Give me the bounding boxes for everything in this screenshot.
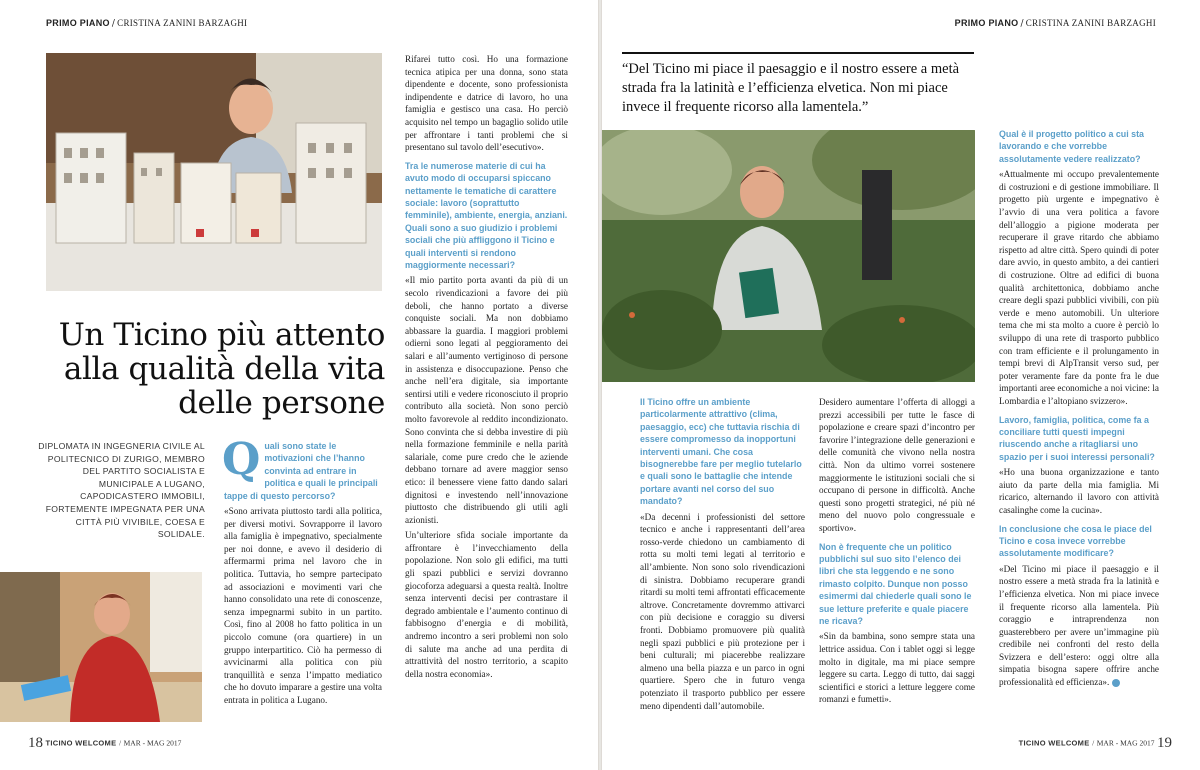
- answer-2-continued: Un’ulteriore sfida sociale importante da affrontare è l’invecchiamento della popolazione. Non solo gli edifici, ma tutti gli spazi pubblici e servizi dovranno giocoforza adeguarsi a questa realtà. Inoltre senza interventi decisi per contrastare il degrado ambientale e l’aumento continuo di fabbisogno d’energia e di mobilità, andremo incontro a seri problemi non solo di salute ma anche ad una perdita di attrattività del nostro territorio, a scapito della nostra economia».: [405, 530, 568, 679]
- answer-1-continued: Rifarei tutto così. Ho una formazione tecnica atipica per una donna, sono stata dipendente e docente, sono professionista indipendente e datrice di lavoro, ho una famiglia e gestisco una casa. Ho perciò acquisito nel tempo un bagaglio solido utile per affrontare i tanti problemi che si presentano sul tavolo dell’esecutivo».: [405, 54, 568, 153]
- issue-date-right: MAR - MAG 2017: [1096, 738, 1155, 748]
- question-4: Non è frequente che un politico pubblichi sul suo sito l’elenco dei libri che sta leggendo e ne sono rimasto colpito. Dunque non posso esimermi dal chiederle quali sono le sue letture preferite e quale piacere ne ricava?: [819, 541, 972, 626]
- answer-7: «Del Ticino mi piace il paesaggio e il nostro essere a metà strada fra la latinità e l’efficienza elvetica. Non mi piace invece il frequente ricorso alla lamentela. Più coraggio e intraprendenza non guasterebbero per avere un’immagine più credibile nei confronti del resto della Svizzera e dell’estero: oggi oltre alla simpatia bisogna sapere offrire anche professionalità ed efficienza».: [999, 563, 1159, 688]
- running-head-separator: /: [111, 19, 116, 29]
- answer-2: «Il mio partito porta avanti da più di un secolo rivendicazioni a favore dei più deboli, che hanno portato a diverse conquiste sociali. Ma non dobbiamo abbassare la guardia. I maggiori problemi odierni sono legati al peggioramento dei salari e all’aumento vertiginoso di persone in assistenza e disoccupazione. Penso che anche nell’era digitale, sia importante sentirsi utili e vedere riconosciuto il proprio contributo alla società. Non sono perciò molto favorevole al reddito incondizionato. Sono convinta che si debba investire di più nella formazione femminile e nella parità salariale, come pure credo che le aziende debbano tornare ad avere maggior senso etico: il benessere viene fatto dando salari dignitosi e investendo nell’innovazione piuttosto che distribuendo gli utili agli azionisti.: [405, 275, 568, 525]
- answer-5: «Attualmente mi occupo prevalentemente di costruzioni e di gestione immobiliare. Il progetto più urgente e impegnativo è l’avvio di una vera politica a favore dell’alloggio a pigione moderata per recuperare il grave ritardo che abbiamo rispetto ad altre città. Spero quindi di poter dare avvio, in questo ambito, a dei cantieri di costruzione. Oltre ad edifici di buona qualità architettonica, dobbiamo anche creare degli spazi pubblici vivibili, con più verde e meno automobili. Un ulteriore tema che mi sta molto a cuore è perciò lo sviluppo di una rete di trasporto pubblico con tram efficiente e il prolungamento in tempi brevi di AlpTransit verso sud, per poter veramente fare da ponte fra le due importanti aree economiche a noi vicine: la Lombardia e l’altopiano svizzero».: [999, 169, 1159, 406]
- desk-portrait-photo: [0, 572, 202, 722]
- section-label: PRIMO PIANO: [954, 18, 1019, 28]
- photo-architectural-model: [46, 53, 382, 291]
- photo-garden-portrait: [602, 130, 975, 382]
- dropcap: Q: [222, 434, 261, 485]
- photo-desk-portrait: [0, 572, 202, 722]
- question-2: Tra le numerose materie di cui ha avuto modo di occuparsi spiccano nettamente le tematiche di carattere sociale: lavoro (soprattutto femminile), ambiente, energia, anziani. Quali sono a suo giudizio i problemi sociali che più affliggono il Ticino e quali interventi si rendono maggiormente necessari?: [405, 160, 568, 270]
- question-7: In conclusione che cosa le piace del Ticino e cosa invece vorrebbe assolutamente modificare?: [999, 523, 1152, 559]
- author-bio: DIPLOMATA IN INGEGNERIA CIVILE AL POLITECNICO DI ZURIGO, MEMBRO DEL PARTITO SOCIALISTA E MUNICIPALE A LUGANO, CAPODICASTERO IMMOBILI, FORTEMENTE IMPEGNATA PER UNA CITTÀ PIÙ VIVIBILE, COESA E SOLIDALE.: [38, 441, 205, 540]
- pull-quote: “Del Ticino mi piace il paesaggio e il nostro essere a metà strada fra la latinità e l’efficienza elvetica. Non mi piace invece il frequente ricorso alla lamentela.”: [622, 61, 960, 115]
- answer-1: «Sono arrivata piuttosto tardi alla politica, per diversi motivi. Sovrapporre il lavoro alla famiglia è impegnativo, specialmente per noi donne, e avevo il desiderio di affermarmi prima nel lavoro che in politica. Tuttavia, ho sempre partecipato ad associazioni e movimenti vari che hanno consolidato una rete di conoscenze, senza impegnarmi subito in un partito. Così, fino al 2008 ho fatto politica in un piccolo comune (ora quartiere) in un gruppo interpartitico. Ciò ha permesso di avvicinarmi alla politica con più tranquillità e senza l’impatto mediatico che ho dovuto imparare a gestire una volta entrata in politica a Lugano.: [224, 506, 382, 705]
- running-head-left: [46, 18, 247, 29]
- footer-separator-left: /: [118, 738, 122, 748]
- author-name: CRISTINA ZANINI BARZAGHI: [1025, 18, 1156, 28]
- question-5: Qual è il progetto politico a cui sta lavorando e che vorrebbe assolutamente vedere realizzato?: [999, 129, 1144, 164]
- answer-6: «Ho una buona organizzazione e tanto aiuto da parte della mia famiglia. Mi ricarico, alternando il lavoro con attività casalinghe come la cucina».: [999, 467, 1159, 515]
- column-4: [819, 396, 975, 709]
- magazine-name-left: TICINO WELCOME: [45, 738, 117, 748]
- footer-separator-right: /: [1092, 738, 1095, 748]
- answer-3: «Da decenni i professionisti del settore tecnico e anche i rappresentanti dell’area rosso-verde chiedono un cambiamento di rotta su molti temi legati al territorio e all’ambiente. Non sono solo rivendicazioni di sinistra. Dobbiamo recuperare grandi ritardi su molti temi affrontati efficacemente altrove. Concretamente dovremmo attivarci con più decisione e coraggio su diversi fronti. Dobbiamo promuovere più qualità negli spazi pubblici e più protezione per i beni culturali; mi piacerebbe realizzare almeno una bella piazza e un parco in ogni quartiere. Spero che in futuro venga potenziato il trasporto pubblico per essere meno dipendenti dall’automobile.: [640, 511, 805, 711]
- footer-left: [28, 735, 181, 752]
- running-head-right: [955, 18, 1156, 29]
- column-2: [405, 53, 568, 683]
- section-label: PRIMO PIANO: [46, 18, 110, 28]
- page-right: [602, 0, 1200, 770]
- column-3: [640, 396, 805, 715]
- architectural-model-photo: [46, 53, 382, 291]
- quote-rule: [622, 52, 974, 54]
- page-number-left: 18: [28, 735, 43, 751]
- column-5: [999, 128, 1159, 692]
- issue-date-left: MAR - MAG 2017: [123, 738, 182, 748]
- page-number-right: 19: [1157, 735, 1172, 751]
- running-head-separator: /: [1020, 19, 1024, 29]
- author-name: CRISTINA ZANINI BARZAGHI: [117, 18, 248, 28]
- magazine-name-right: TICINO WELCOME: [1018, 738, 1090, 748]
- page-left: [0, 0, 598, 770]
- question-6: Lavoro, famiglia, politica, come fa a conciliare tutti questi impegni riuscendo anche a ritagliarsi uno spazio per i suoi interessi personali?: [999, 414, 1155, 462]
- column-1: [222, 434, 382, 710]
- article-headline: Un Ticino più attento alla qualità della vita delle persone: [58, 317, 385, 421]
- question-1-text: uali sono state le motivazioni che l’hanno convinta ad entrare in politica e quali le principali tappe di questo percorso?: [224, 441, 378, 501]
- answer-4: «Sin da bambina, sono sempre stata una lettrice assidua. Con i tablet oggi si legge molto in digitale, ma mi piace sempre leggere su carta. Leggo di tutto, dai saggi scientifici e storici a letture leggere come romanzi e fumetti».: [819, 631, 975, 705]
- smile-icon: [1112, 679, 1120, 687]
- question-1: [222, 434, 382, 502]
- footer-right: [1019, 735, 1172, 752]
- answer-3-continued: Desidero aumentare l’offerta di alloggi a prezzi accessibili per tutte le fasce di popolazione e creare spazi d’incontro per favorire l’integrazione delle generazioni e delle comunità che vivono nella nostra città. Non da ultimo vorrei sostenere maggiormente le istituzioni sociali che si occupano di persone in difficoltà. Anche questi sono progetti strategici, né più né meno del nuovo polo congressuale e sportivo».: [819, 397, 975, 533]
- question-3: Il Ticino offre un ambiente particolarmente attrattivo (clima, paesaggio, ecc) che tuttavia rischia di essere compromesso da inopportuni interventi umani. Che cosa bisognerebbe fare per meglio tutelarlo e quali sono le battaglie che intende portare avanti nel corso del suo mandato?: [640, 397, 802, 507]
- garden-portrait-photo: [602, 130, 975, 382]
